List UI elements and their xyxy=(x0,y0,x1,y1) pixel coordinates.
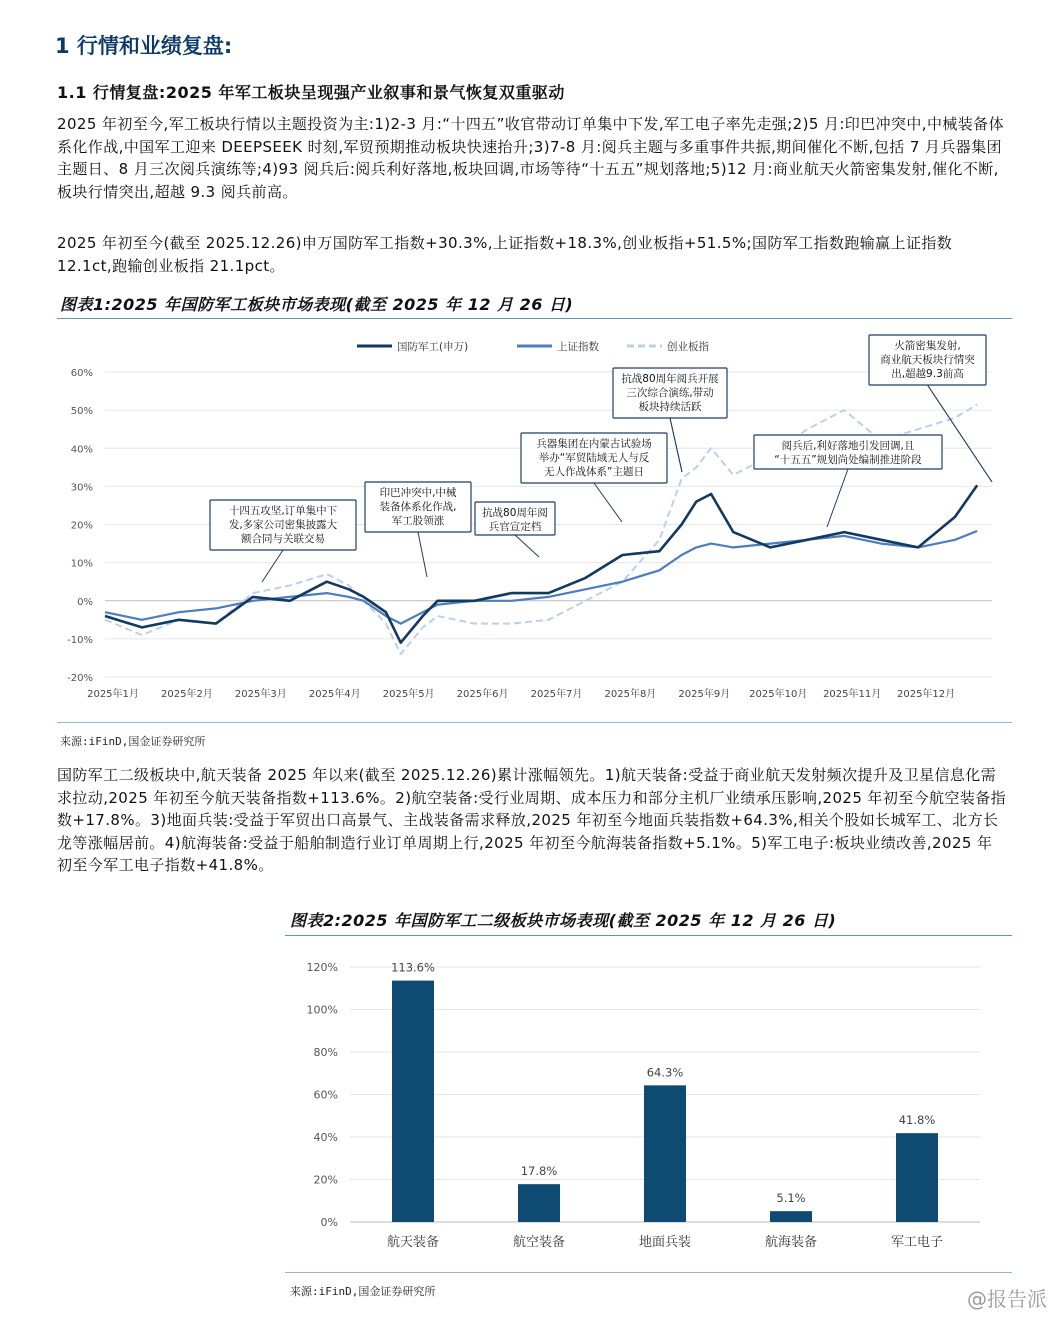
c2-bars xyxy=(392,981,938,1222)
c1-annotation-text: 抗战80周年阅 xyxy=(482,507,548,519)
c1-annotation-text: 兵官宣定档 xyxy=(488,521,542,533)
c1-annotation-text: 装备体系化作战, xyxy=(379,501,457,513)
c1-x-tick: 2025年4月 xyxy=(308,689,361,700)
paragraph-2-text: 2025 年初至今(截至 2025.12.26)申万国防军工指数+30.3%,上证指数+18.3%,创业板指+51.5%;国防军工指数跑输赢上证指数 12.1ct,跑输创业板指 21.1pct。 xyxy=(57,234,953,275)
paragraph-1 xyxy=(57,113,1007,203)
figure1-line-chart xyxy=(57,322,1012,722)
figure1-title: 图表1:2025 年国防军工板块市场表现(截至 2025 年 12 月 26 日) xyxy=(60,295,574,314)
watermark: @报告派 xyxy=(967,1287,1047,1311)
c1-annotation-text: 抗战80周年阅兵开展 xyxy=(621,373,719,385)
c2-category-label: 地面兵装 xyxy=(638,1235,692,1250)
c1-legend-label: 国防军工(申万) xyxy=(397,341,469,353)
c1-x-tick: 2025年9月 xyxy=(678,689,731,700)
paragraph-3-text: 国防军工二级板块中,航天装备 2025 年以来(截至 2025.12.26)累计涨幅领先。1)航天装备:受益于商业航天发射频次提升及卫星信息化需求拉动,2025 年初至今航天装备指数+113.6%。2)航空装备:受行业周期、成本压力和部分主机厂业绩承压影响,2025 年初至今航空装备指数+17.8%。3)地面兵装:受益于军贸出口高景气、主战装备需求释放,2025 年初至今地面兵装指数+64.3%,相关个股如长城军工、北方长龙等涨幅居前。4)航海装备:受益于船舶制造行业订单周期上行,2025 年初至今航海装备指数+5.1%。5)军工电子:板块业绩改善,2025 年初至今军工电子指数+41.8%。 xyxy=(57,766,1007,874)
c1-annotation-leader xyxy=(827,469,848,527)
figure2-bar-chart xyxy=(285,940,1012,1270)
figure1-top-rule xyxy=(57,318,1012,319)
c2-bar xyxy=(644,1085,686,1222)
c1-x-tick: 2025年8月 xyxy=(604,689,657,700)
c1-y-tick: 40% xyxy=(70,444,93,456)
c1-annotation-text: 无人作战体系”主题日 xyxy=(544,466,644,478)
c1-annotation-text: 板块持续活跃 xyxy=(638,401,702,413)
c1-x-tick: 2025年2月 xyxy=(161,689,213,700)
section-heading: 1 行情和业绩复盘: xyxy=(55,34,233,58)
c1-annotation-text: 十四五攻坚,订单集中下 xyxy=(228,505,338,517)
figure2-bottom-rule xyxy=(285,1272,1012,1273)
c1-annotation-leader xyxy=(418,532,427,577)
subsection-heading: 1.1 行情复盘:2025 年军工板块呈现强产业叙事和景气恢复双重驱动 xyxy=(57,83,565,102)
figure1-bottom-rule xyxy=(57,722,1012,723)
c1-annotation-text: 火箭密集发射, xyxy=(894,340,961,352)
c2-value-label: 5.1% xyxy=(776,1191,806,1206)
c2-y-tick: 120% xyxy=(306,961,338,974)
c1-annotation-leader xyxy=(515,535,539,557)
c1-x-tick: 2025年6月 xyxy=(456,689,509,700)
c1-annotation-text: 举办“军贸陆域无人与反 xyxy=(538,452,650,464)
c2-category-label: 航海装备 xyxy=(764,1235,818,1250)
c2-y-tick: 80% xyxy=(313,1046,338,1059)
c2-value-label: 41.8% xyxy=(898,1113,936,1128)
c1-annotation-leader xyxy=(670,418,682,472)
c1-annotation-text: 阅兵后,利好落地引发回调,且 xyxy=(781,440,915,452)
c1-annotation-text: “十五五”规划尚处编制推进阶段 xyxy=(774,454,922,466)
c1-annotation-text: 兵器集团在内蒙古试验场 xyxy=(536,438,652,450)
c1-y-tick: 20% xyxy=(70,520,93,532)
c1-y-tick: -20% xyxy=(67,673,93,684)
c1-legend xyxy=(357,340,709,353)
c1-x-tick: 2025年3月 xyxy=(234,689,287,700)
figure2-source: 来源:iFinD,国金证券研究所 xyxy=(290,1285,436,1298)
c2-bar xyxy=(896,1133,938,1222)
c1-x-tick: 2025年10月 xyxy=(749,689,808,700)
c2-category-label: 航天装备 xyxy=(386,1235,440,1250)
c2-category-labels xyxy=(387,1234,943,1250)
c1-annotation-leader xyxy=(262,550,283,582)
c1-annotation-text: 三次综合演练,带动 xyxy=(626,387,714,399)
c1-annotation-text: 发,多家公司密集披露大 xyxy=(228,519,338,531)
c1-x-tick: 2025年5月 xyxy=(382,689,435,700)
c2-bar xyxy=(392,981,434,1222)
c2-y-tick: 0% xyxy=(320,1216,338,1229)
c2-y-tick: 100% xyxy=(306,1003,338,1017)
c1-annotation-text: 商业航天板块行情突 xyxy=(880,354,975,366)
figure1-source: 来源:iFinD,国金证券研究所 xyxy=(60,735,206,748)
c1-x-tick: 2025年11月 xyxy=(823,689,882,700)
paragraph-2 xyxy=(57,232,1007,277)
c2-y-tick: 20% xyxy=(313,1173,338,1187)
c1-x-tick: 2025年12月 xyxy=(896,689,956,700)
figure2-title: 图表2:2025 年国防军工二级板块市场表现(截至 2025 年 12 月 26 日) xyxy=(290,911,837,930)
c1-y-tick: 10% xyxy=(70,558,93,570)
c1-x-tick: 2025年1月 xyxy=(87,689,139,700)
c1-y-tick: 0% xyxy=(77,596,93,608)
c1-annotation-text: 军工股领涨 xyxy=(391,515,445,527)
c2-bar xyxy=(518,1184,560,1222)
paragraph-3 xyxy=(57,764,1007,877)
c1-annotation-text: 额合同与关联交易 xyxy=(241,533,325,545)
paragraph-1-text: 2025 年初至今,军工板块行情以主题投资为主:1)2-3 月:“十四五”收官带动订单集中下发,军工电子率先走强;2)5 月:印巴冲突中,中械装备体系化作战,中国军工迎来 DEEPSEEK 时刻,军贸预期推动板块快速抬升;3)7-8 月:阅兵主题与多重事件共振,期间催化不断,包括 7 月兵器集团主题日、8 月三次阅兵演练等;4)93 阅兵后:阅兵利好落地,板块回调,市场等待“十五五”规划落地;5)12 月:商业航天火箭密集发射,催化不断,板块行情突出,超越 9.3 阅兵前高。 xyxy=(57,115,1004,201)
c1-y-tick: -10% xyxy=(67,634,93,646)
c1-y-tick: 60% xyxy=(70,368,93,379)
c1-y-tick-labels xyxy=(67,368,93,684)
c1-x-tick: 2025年7月 xyxy=(530,689,583,700)
c1-annotation-text: 出,超越9.3前高 xyxy=(891,368,964,380)
c2-y-tick: 40% xyxy=(313,1131,338,1144)
c2-bar xyxy=(770,1211,812,1222)
c2-y-tick: 60% xyxy=(313,1088,338,1102)
c2-category-label: 军工电子 xyxy=(890,1235,944,1250)
c2-y-tick-labels xyxy=(307,961,338,1229)
c1-annotation-leader xyxy=(594,483,622,522)
c1-legend-label: 创业板指 xyxy=(667,341,709,353)
c2-value-label: 64.3% xyxy=(646,1065,684,1080)
figure2-top-rule xyxy=(285,935,1012,936)
c2-value-label: 113.6% xyxy=(391,960,435,975)
c1-y-tick: 30% xyxy=(70,482,93,494)
c1-legend-label: 上证指数 xyxy=(557,341,599,353)
c1-x-tick-labels xyxy=(87,687,955,700)
c2-value-label: 17.8% xyxy=(520,1164,558,1179)
c2-category-label: 航空装备 xyxy=(512,1235,566,1250)
c1-y-tick: 50% xyxy=(70,406,93,418)
c1-annotation-text: 印巴冲突中,中械 xyxy=(379,487,457,499)
